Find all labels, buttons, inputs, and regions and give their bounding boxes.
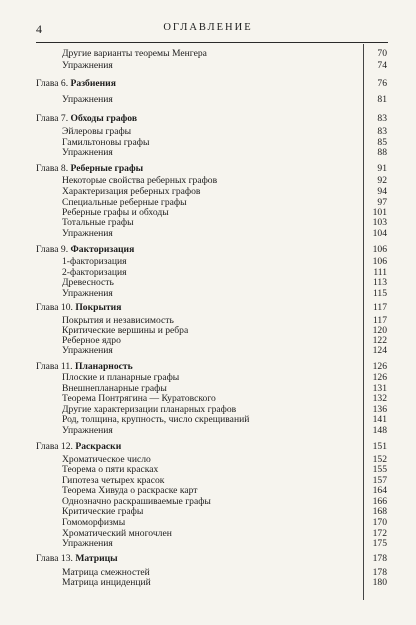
section-title: Тотальные графы (62, 217, 134, 228)
page-ref: 106 (372, 244, 387, 255)
section-title: Гамильтоновы графы (62, 137, 150, 148)
page-ref: 170 (372, 517, 387, 528)
page-ref: 141 (372, 414, 387, 425)
page-ref: 148 (372, 425, 387, 436)
page-ref: 111 (373, 267, 387, 278)
section-title: Упражнения (62, 147, 113, 158)
page-ref: 113 (372, 277, 387, 288)
toc-chapter-row[interactable] (0, 441, 416, 453)
section-title: Упражнения (62, 60, 113, 71)
chapter-title: Обходы графов (70, 113, 137, 124)
chapter-label: Глава 13. (36, 553, 73, 564)
page-ref: 106 (372, 256, 387, 267)
chapter-heading (36, 441, 121, 453)
page-ref: 103 (372, 217, 387, 228)
page-ref: 164 (372, 485, 387, 496)
page-ref: 178 (372, 567, 387, 578)
page-ref: 178 (372, 553, 387, 564)
page-ref: 74 (377, 60, 387, 71)
toc-entry-row[interactable] (0, 425, 416, 437)
page-ref: 94 (377, 186, 387, 197)
page-ref: 115 (372, 288, 387, 299)
page-ref: 126 (372, 372, 387, 383)
toc-entry-row[interactable] (0, 147, 416, 159)
page-ref: 117 (372, 315, 387, 326)
page-ref: 76 (377, 78, 387, 89)
page-number: 4 (36, 22, 42, 36)
chapter-heading (36, 553, 118, 565)
page-ref: 172 (372, 528, 387, 539)
page-ref: 97 (377, 197, 387, 208)
page-ref: 83 (377, 113, 387, 124)
chapter-label: Глава 9. (36, 244, 69, 255)
section-title: Упражнения (62, 228, 113, 239)
chapter-label: Глава 7. (36, 113, 69, 124)
page-ref: 91 (377, 163, 387, 174)
toc-entry-row[interactable] (0, 577, 416, 589)
chapter-heading (36, 302, 121, 314)
chapter-title: Разбиения (70, 78, 116, 89)
section-title: Эйлеровы графы (62, 126, 132, 137)
section-title: Хроматическое число (62, 454, 151, 465)
section-title: Специальные реберные графы (62, 197, 187, 208)
section-title: Реберные графы и обходы (62, 207, 169, 218)
section-title: Другие варианты теоремы Менгера (62, 48, 207, 59)
chapter-heading (36, 163, 143, 175)
toc-chapter-row[interactable] (0, 244, 416, 256)
page-ref: 131 (372, 383, 387, 394)
page-ref: 166 (372, 496, 387, 507)
section-title: Теорема Хивуда о раскраске карт (62, 485, 198, 496)
chapter-title: Матрицы (75, 553, 118, 564)
chapter-label: Глава 8. (36, 163, 69, 174)
section-title: Хроматический многочлен (62, 528, 172, 539)
toc-entry-row[interactable] (0, 94, 416, 106)
section-title: Упражнения (62, 345, 113, 356)
section-title: Гомоморфизмы (62, 517, 126, 528)
page-ref: 81 (377, 94, 387, 105)
chapter-title: Реберные графы (70, 163, 144, 174)
toc-chapter-row[interactable] (0, 163, 416, 175)
toc-entry-row[interactable] (0, 345, 416, 357)
page-ref: 92 (377, 175, 387, 186)
section-title: Упражнения (62, 425, 113, 436)
page-ref: 117 (372, 302, 387, 313)
section-title: Реберное ядро (62, 335, 121, 346)
chapter-label: Глава 10. (36, 302, 73, 313)
page-ref: 120 (372, 325, 387, 336)
section-title: Теорема Понтрягина — Куратовского (62, 393, 216, 404)
section-title: Характеризация реберных графов (62, 186, 201, 197)
page-ref: 88 (377, 147, 387, 158)
toc-entry-row[interactable] (0, 288, 416, 300)
chapter-title: Факторизация (70, 244, 135, 255)
section-title: Внешнепланарные графы (62, 383, 167, 394)
section-title: Матрица смежностей (62, 567, 150, 578)
page-ref: 152 (372, 454, 387, 465)
section-title: Теорема о пяти красках (62, 464, 159, 475)
toc-entry-row[interactable] (0, 228, 416, 240)
page-ref: 85 (377, 137, 387, 148)
toc-chapter-row[interactable] (0, 78, 416, 90)
section-title: Другие характеризации планарных графов (62, 404, 237, 415)
page-ref: 151 (372, 441, 387, 452)
toc-entry-row[interactable] (0, 60, 416, 72)
section-title: Покрытия и независимость (62, 315, 174, 326)
chapter-label: Глава 11. (36, 361, 73, 372)
page-ref: 122 (372, 335, 387, 346)
section-title: Упражнения (62, 288, 113, 299)
section-title: Однозначно раскрашиваемые графы (62, 496, 211, 507)
section-title: Упражнения (62, 94, 113, 105)
page-ref: 157 (372, 475, 387, 486)
chapter-heading (36, 113, 137, 125)
page-ref: 124 (372, 345, 387, 356)
toc-chapter-row[interactable] (0, 113, 416, 125)
page-ref: 180 (372, 577, 387, 588)
page-ref: 101 (372, 207, 387, 218)
page-ref: 168 (372, 506, 387, 517)
section-title: 1-факторизация (62, 256, 127, 267)
toc-entry-row[interactable] (0, 538, 416, 550)
section-title: Гипотеза четырех красок (62, 475, 165, 486)
section-title: 2-факторизация (62, 267, 127, 278)
toc-entry-row[interactable] (0, 48, 416, 60)
section-title: Некоторые свойства реберных графов (62, 175, 218, 186)
toc-chapter-row[interactable] (0, 553, 416, 565)
page-ref: 104 (372, 228, 387, 239)
chapter-heading (36, 244, 134, 256)
section-title: Род, толщина, крупность, число скрещиваний (62, 414, 250, 425)
page-ref: 155 (372, 464, 387, 475)
section-title: Критические графы (62, 506, 144, 517)
page-ref: 132 (372, 393, 387, 404)
section-title: Упражнения (62, 538, 113, 549)
chapter-heading (36, 78, 116, 90)
section-title: Матрица инциденций (62, 577, 151, 588)
page-ref: 175 (372, 538, 387, 549)
chapter-title: Раскраски (75, 441, 122, 452)
running-head: ОГЛАВЛЕНИЕ (163, 22, 253, 33)
section-title: Плоские и планарные графы (62, 372, 180, 383)
page-ref: 126 (372, 361, 387, 372)
chapter-title: Покрытия (75, 302, 122, 313)
toc-chapter-row[interactable] (0, 302, 416, 314)
page-ref: 136 (372, 404, 387, 415)
page-ref: 70 (377, 48, 387, 59)
chapter-label: Глава 6. (36, 78, 69, 89)
chapter-label: Глава 12. (36, 441, 73, 452)
page-ref: 83 (377, 126, 387, 137)
chapter-title: Планарность (74, 361, 133, 372)
section-title: Критические вершины и ребра (62, 325, 189, 336)
section-title: Древесность (62, 277, 114, 288)
